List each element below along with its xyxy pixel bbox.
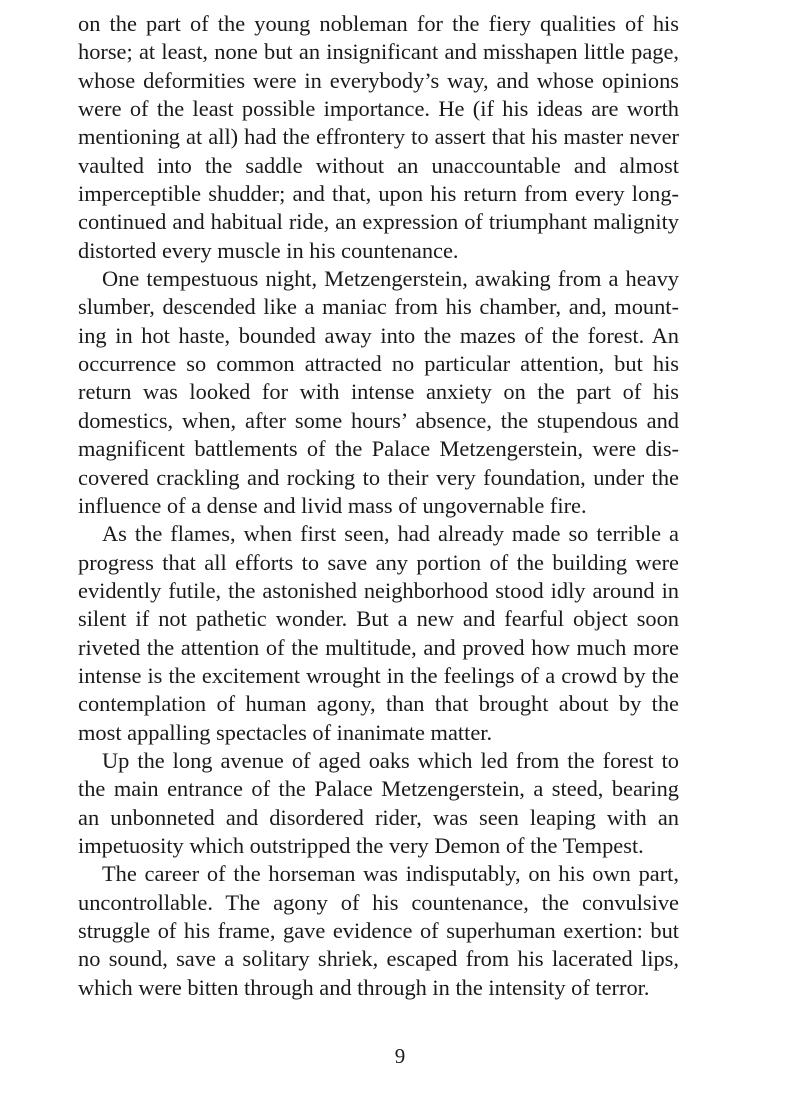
body-text [78,10,679,1002]
paragraph-5: The career of the horseman was indisputably, on his own part, uncontrollable. The agony of his countenance, the convulsive struggle of his frame, gave evidence of superhuman exertion: but no sound, save a solitary shriek, escaped from his lacerated lips, which were bitten through and through in the intensity of terror. [78,861,679,1000]
page-number: 9 [394,1044,406,1068]
paragraph-2: One tempestuous night, Metzengerstein, awaking from a heavy slumber, descended like a maniac from his chamber, and, mounting in hot haste, bounded away into the mazes of the forest. An occurrence so common attracted no particular attention, but his return was looked for with intense anxiety on the part of his domestics, when, after some hours’ absence, the stupendous and magnificent battlements of the Palace Metzengerstein, were discovered crackling and rocking to their very foundation, under the influence of a dense and livid mass of ungovernable fire. [78,266,679,518]
paragraph-1: on the part of the young nobleman for the fiery qualities of his horse; at least, none but an insignificant and misshapen little page, whose deformities were in everybody’s way, and whose opinions were of the least possible importance. He (if his ideas are worth mentioning at all) had the effrontery to assert that his master never vaulted into the saddle without an unaccountable and almost imperceptible shudder; and that, upon his return from every longcontinued and habitual ride, an expression of triumphant malignity distorted every muscle in his countenance. [78,11,679,263]
paragraph-4: Up the long avenue of aged oaks which led from the forest to the main entrance of the Palace Metzengerstein, a steed, bearing an unbonneted and disordered rider, was seen leaping with an impetuosity which outstripped the very Demon of the Tempest. [78,747,679,858]
paragraph-3: As the flames, when first seen, had already made so terrible a progress that all efforts to save any portion of the building were evidently futile, the astonished neighborhood stood idly around in silent if not pathetic wonder. But a new and fearful object soon riveted the attention of the multitude, and proved how much more intense is the excitement wrought in the feelings of a crowd by the contemplation of human agony, than that brought about by the most appalling spectacles of inanimate matter. [78,521,679,745]
